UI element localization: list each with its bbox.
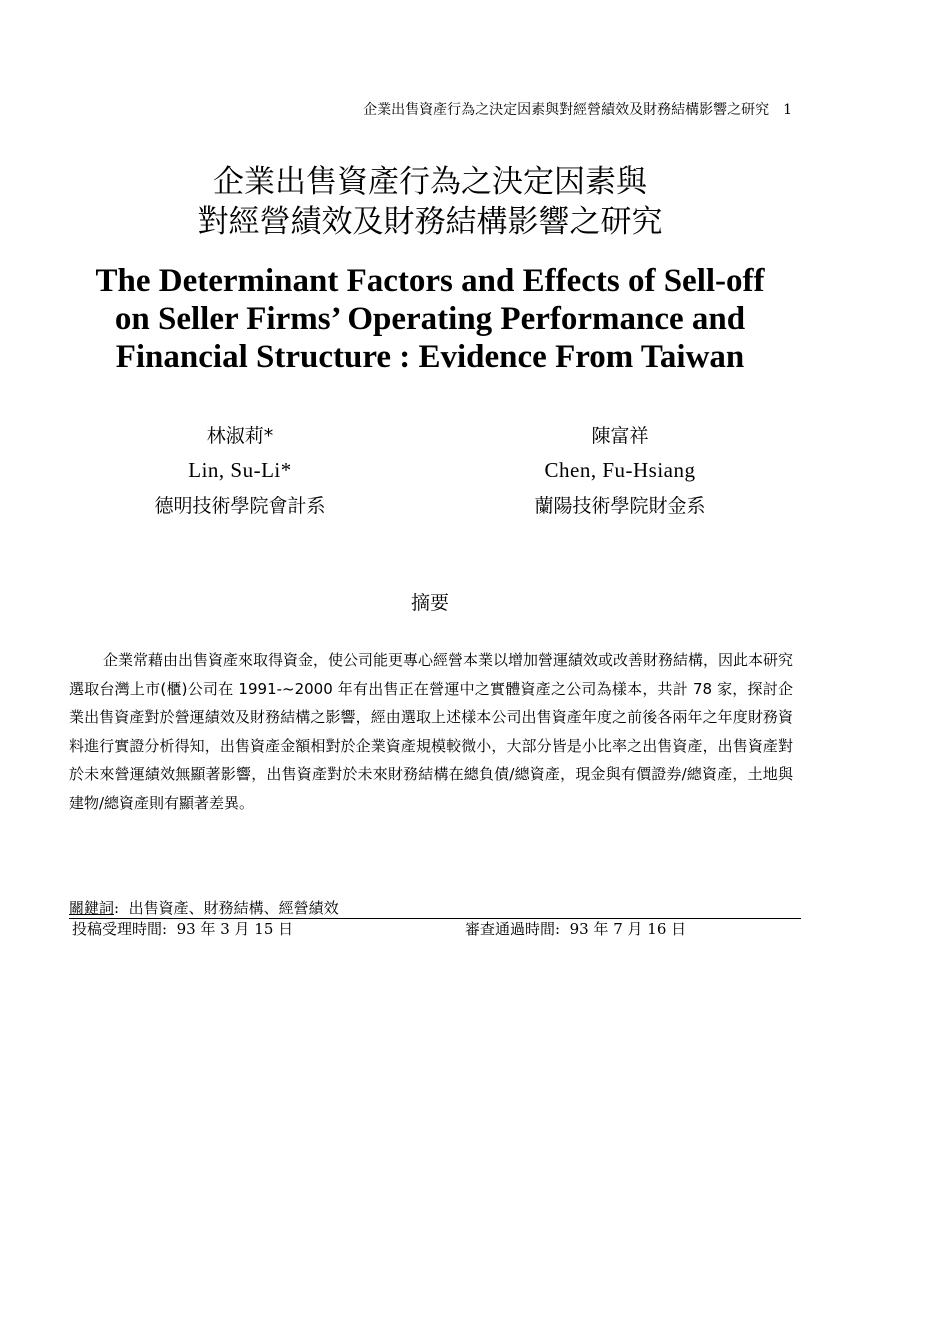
abstract-body: 企業常藉由出售資產來取得資金，使公司能更專心經營本業以增加營運績效或改善財務結構，因此本研究選取台灣上市(櫃)公司在 1991-~2000 年有出售正在營運中之實體資產之公司為樣本，共計 78 家，探討企業出售資產對於營運績效及財務結構之影響，經由選取上述樣本公司出售資產年度之前後各兩年之年度財務資料進行實證分析得知，出售資產金額相對於企業資產規模較微小，大部分皆是小比率之出售資產，出售資產對於未來營運績效無顯著影響，出售資產對於未來財務結構在總負債/總資產，現金與有價證券/總資產，土地與建物/總資產則有顯著差異。 <box>69 651 794 812</box>
author-block-2 <box>450 424 790 518</box>
accepted-date: 審查通過時間: 93 年 7 月 16 日 <box>465 920 687 938</box>
accepted-value: 93 年 7 月 16 日 <box>569 920 687 938</box>
english-title-line-3: Financial Structure : Evidence From Taiwan <box>115 339 745 375</box>
chinese-title <box>0 162 860 242</box>
chinese-title-line-1: 企業出售資產行為之決定因素與 <box>213 164 647 200</box>
received-date: 投稿受理時間: 93 年 3 月 15 日 <box>72 920 294 938</box>
abstract-heading: 摘要 <box>410 592 449 614</box>
author-name-zh: 林淑莉* <box>206 425 274 447</box>
keywords-values: 出售資產、財務結構、經營績效 <box>128 899 339 917</box>
keywords-colon: : <box>114 899 129 917</box>
author-affiliation: 德明技術學院會計系 <box>154 495 326 517</box>
author-name-zh: 陳富祥 <box>591 425 649 447</box>
keywords-label: 關鍵詞 <box>69 899 115 917</box>
author-name-en: Lin, Su-Li* <box>188 458 292 482</box>
page-number: 1 <box>783 102 792 118</box>
english-title-line-1: The Determinant Factors and Effects of Sell-off <box>95 263 765 299</box>
running-header <box>363 101 792 119</box>
english-title <box>0 262 860 376</box>
english-title-line-2: on Seller Firms’ Operating Performance and <box>114 301 746 337</box>
author-name-en: Chen, Fu-Hsiang <box>544 458 696 482</box>
keywords-line <box>69 898 801 919</box>
received-value: 93 年 3 月 15 日 <box>176 920 294 938</box>
author-block-1 <box>70 424 410 518</box>
running-header-title: 企業出售資產行為之決定因素與對經營績效及財務結構影響之研究 <box>363 102 770 118</box>
accepted-label: 審查通過時間 <box>465 920 556 938</box>
received-label: 投稿受理時間 <box>72 920 163 938</box>
author-affiliation: 蘭陽技術學院財金系 <box>534 495 706 517</box>
chinese-title-line-2: 對經營績效及財務結構影響之研究 <box>197 204 663 240</box>
